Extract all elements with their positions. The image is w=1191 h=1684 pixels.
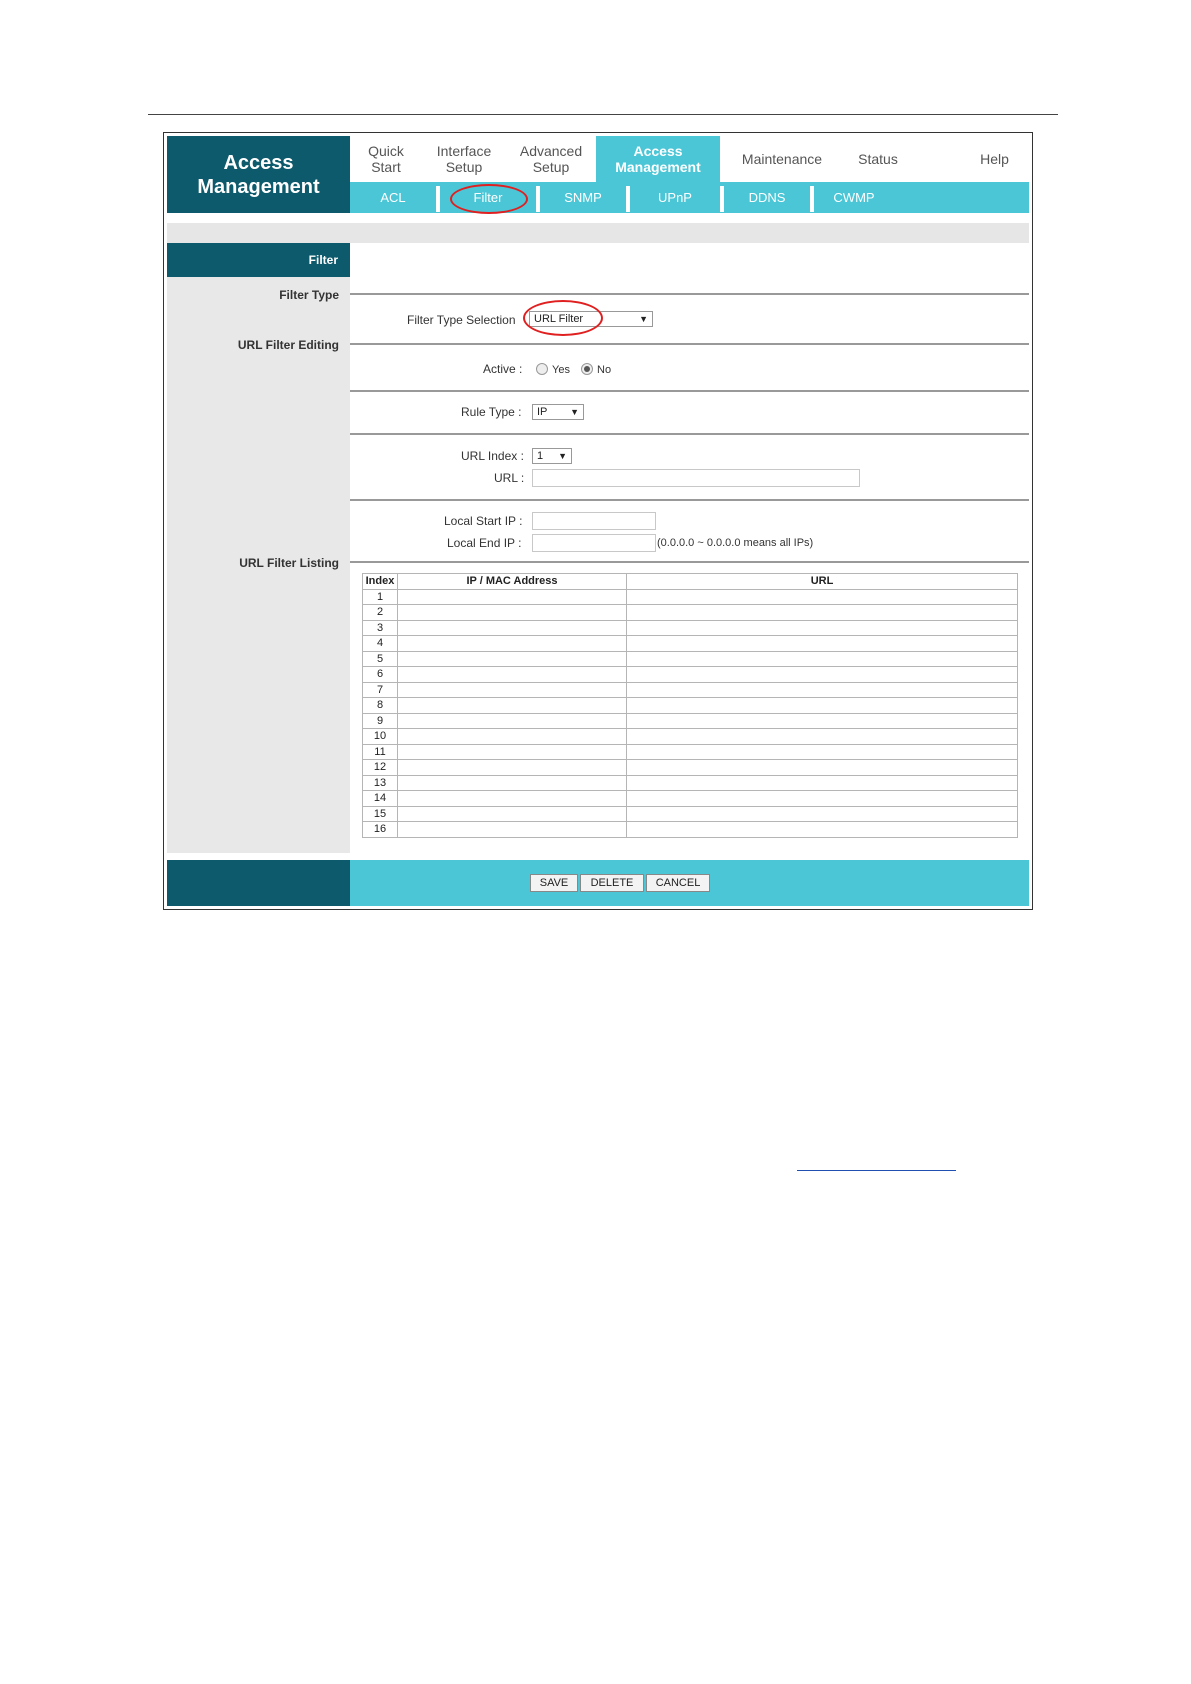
page-divider [148, 114, 1058, 115]
row-url [627, 651, 1018, 667]
row-url [627, 589, 1018, 605]
divider [350, 293, 1029, 295]
row-index: 11 [363, 744, 398, 760]
brand-line2: Management [197, 175, 320, 198]
brand-title [167, 136, 350, 213]
nav-status[interactable]: Status [858, 151, 898, 167]
row-index: 16 [363, 822, 398, 838]
hyperlink-underline[interactable] [797, 1170, 956, 1171]
row-url [627, 620, 1018, 636]
table-row [363, 651, 1018, 667]
row-url [627, 713, 1018, 729]
row-url [627, 744, 1018, 760]
subnav-upnp[interactable]: UPnP [658, 190, 692, 205]
row-index: 12 [363, 760, 398, 776]
divider [350, 433, 1029, 435]
active-yes-label: Yes [552, 364, 570, 376]
active-label: Active : [483, 362, 523, 376]
table-row [363, 775, 1018, 791]
nav-interface-setup[interactable]: Interface Setup [436, 143, 492, 175]
divider [350, 343, 1029, 345]
active-yes-radio[interactable] [536, 363, 548, 375]
spacer-bar [167, 223, 1029, 243]
table-row [363, 698, 1018, 714]
row-ip-mac [398, 698, 627, 714]
row-index: 2 [363, 605, 398, 621]
nav-quick-start[interactable]: Quick Start [368, 143, 404, 175]
row-index: 4 [363, 636, 398, 652]
row-url [627, 636, 1018, 652]
table-row [363, 667, 1018, 683]
table-row [363, 760, 1018, 776]
row-ip-mac [398, 620, 627, 636]
row-index: 3 [363, 620, 398, 636]
row-url [627, 775, 1018, 791]
active-no-radio[interactable] [581, 363, 593, 375]
url-index-label: URL Index : [461, 449, 524, 463]
row-index: 15 [363, 806, 398, 822]
dropdown-arrow-icon: ▼ [558, 451, 567, 461]
table-row [363, 682, 1018, 698]
divider [350, 499, 1029, 501]
subnav-cwmp[interactable]: CWMP [833, 190, 875, 205]
label-url-filter-editing: URL Filter Editing [237, 338, 339, 352]
table-row [363, 822, 1018, 838]
table-row [363, 605, 1018, 621]
row-url [627, 667, 1018, 683]
subnav-ddns[interactable]: DDNS [748, 190, 786, 205]
row-ip-mac [398, 605, 627, 621]
url-input[interactable] [532, 469, 860, 487]
row-ip-mac [398, 651, 627, 667]
row-url [627, 729, 1018, 745]
table-row [363, 806, 1018, 822]
table-row [363, 636, 1018, 652]
row-index: 8 [363, 698, 398, 714]
annotation-circle-filter-tab [450, 184, 528, 214]
brand-line1: Access [223, 151, 294, 174]
table-row [363, 791, 1018, 807]
nav-advanced-setup[interactable]: Advanced Setup [519, 143, 583, 175]
row-index: 5 [363, 651, 398, 667]
filter-type-selection-label: Filter Type Selection [407, 313, 516, 327]
table-row [363, 589, 1018, 605]
table-header-row [363, 574, 1018, 590]
row-ip-mac [398, 729, 627, 745]
table-row [363, 713, 1018, 729]
ip-range-hint: (0.0.0.0 ~ 0.0.0.0 means all IPs) [657, 537, 814, 549]
table-row [363, 729, 1018, 745]
row-index: 14 [363, 791, 398, 807]
row-index: 13 [363, 775, 398, 791]
row-ip-mac [398, 744, 627, 760]
save-button[interactable]: SAVE [530, 874, 578, 892]
divider [350, 561, 1029, 563]
row-index: 9 [363, 713, 398, 729]
row-url [627, 605, 1018, 621]
row-index: 6 [363, 667, 398, 683]
filter-type-value: URL Filter [534, 313, 584, 325]
row-ip-mac [398, 775, 627, 791]
subnav-acl[interactable]: ACL [380, 190, 406, 205]
row-url [627, 760, 1018, 776]
annotation-circle-filter-type [523, 300, 603, 336]
label-url-filter-listing: URL Filter Listing [239, 556, 339, 570]
nav-help[interactable]: Help [980, 151, 1009, 167]
nav-maintenance[interactable]: Maintenance [741, 151, 823, 167]
row-url [627, 698, 1018, 714]
local-start-ip-label: Local Start IP : [444, 514, 523, 528]
subnav-snmp[interactable]: SNMP [564, 190, 602, 205]
row-url [627, 791, 1018, 807]
footer-left-block [167, 860, 350, 906]
local-start-ip-input[interactable] [532, 512, 656, 530]
column-header-index: Index [363, 574, 398, 590]
dropdown-arrow-icon: ▼ [570, 407, 579, 417]
row-ip-mac [398, 822, 627, 838]
left-label-column [167, 243, 350, 853]
delete-button[interactable]: DELETE [580, 874, 644, 892]
row-ip-mac [398, 682, 627, 698]
url-index-value: 1 [537, 450, 544, 462]
rule-type-value: IP [537, 406, 548, 418]
row-ip-mac [398, 636, 627, 652]
subnav-filter[interactable]: Filter [473, 190, 503, 205]
row-url [627, 682, 1018, 698]
row-index: 1 [363, 589, 398, 605]
column-header-url: URL [627, 574, 1018, 590]
section-caption: Filter [167, 243, 350, 277]
row-ip-mac [398, 589, 627, 605]
cancel-button[interactable]: CANCEL [646, 874, 710, 892]
url-label: URL : [494, 471, 525, 485]
button-bar [350, 860, 1029, 906]
row-ip-mac [398, 760, 627, 776]
row-url [627, 806, 1018, 822]
divider [350, 390, 1029, 392]
router-admin-screenshot [163, 132, 1033, 910]
local-end-ip-label: Local End IP : [447, 536, 522, 550]
row-ip-mac [398, 791, 627, 807]
dropdown-arrow-icon: ▼ [639, 314, 648, 324]
nav-access-management[interactable]: Access Management [596, 136, 720, 182]
local-end-ip-input[interactable] [532, 534, 656, 552]
table-row [363, 620, 1018, 636]
row-index: 7 [363, 682, 398, 698]
row-ip-mac [398, 806, 627, 822]
column-header-ip-mac: IP / MAC Address [398, 574, 627, 590]
label-filter-type: Filter Type [279, 288, 339, 302]
top-nav [350, 136, 1029, 182]
rule-type-label: Rule Type : [461, 405, 522, 419]
rule-type-select[interactable] [532, 404, 584, 420]
row-ip-mac [398, 667, 627, 683]
row-url [627, 822, 1018, 838]
url-filter-listing-table [362, 573, 1018, 838]
table-row [363, 744, 1018, 760]
active-no-label: No [597, 364, 612, 376]
row-ip-mac [398, 713, 627, 729]
row-index: 10 [363, 729, 398, 745]
url-index-select[interactable] [532, 448, 572, 464]
